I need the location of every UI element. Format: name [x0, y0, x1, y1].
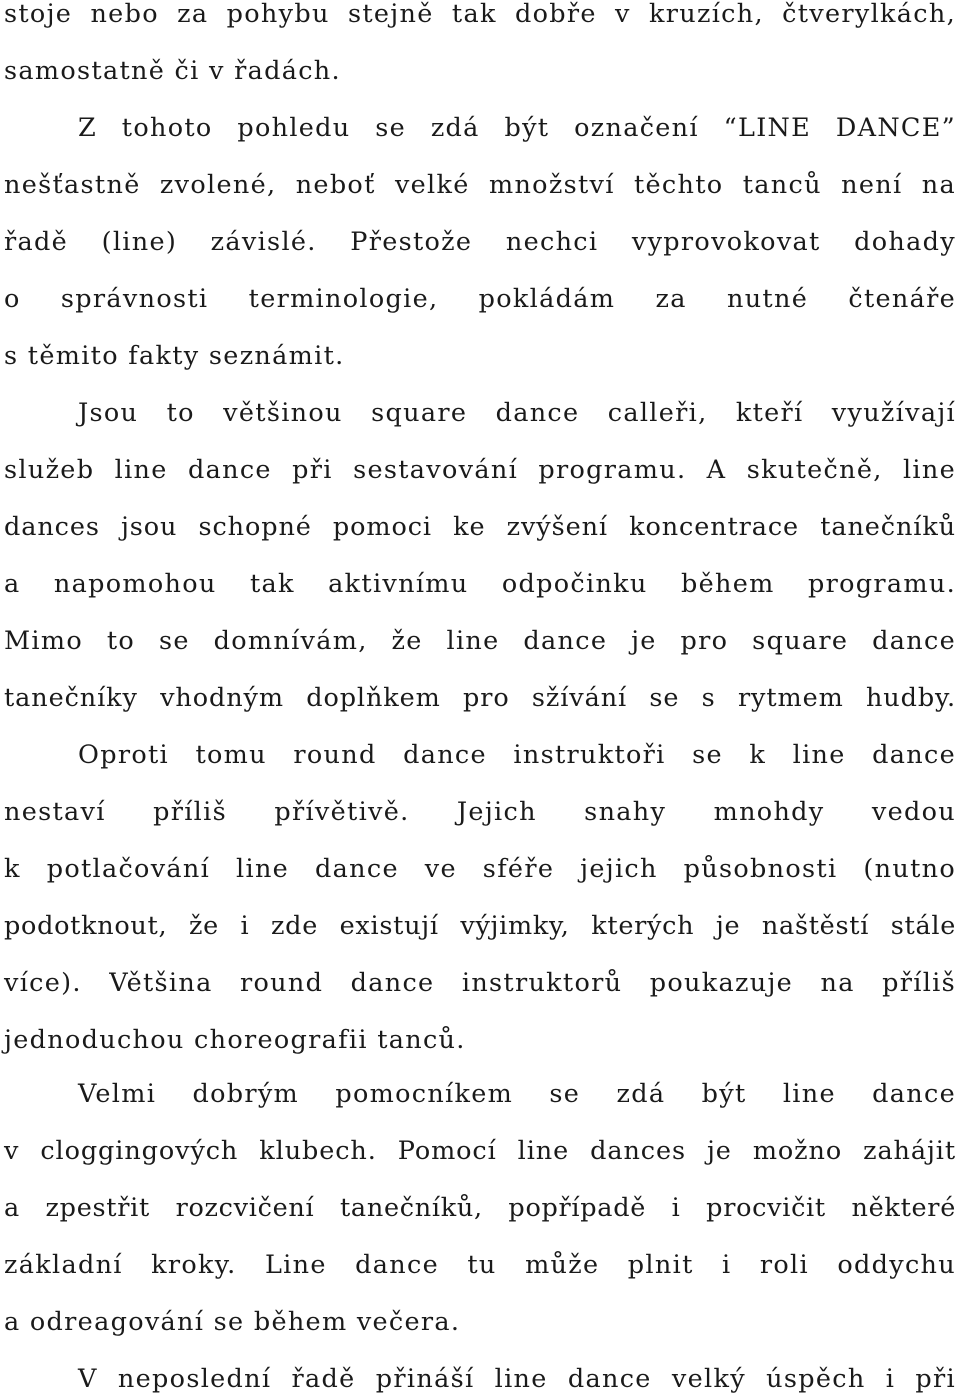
- text-line: základní kroky. Line dance tu může plnit i roli oddychu: [4, 1250, 956, 1280]
- text-line: samostatně či v řadách.: [4, 56, 341, 86]
- text-line: jednoduchou choreografii tanců.: [4, 1025, 466, 1055]
- text-line: Jsou to většinou square dance calleři, kteří využívají: [78, 398, 956, 428]
- text-line: a napomohou tak aktivnímu odpočinku během programu.: [4, 569, 956, 599]
- text-line: o správnosti terminologie, pokládám za nutné čtenáře: [4, 284, 956, 314]
- text-line: Oproti tomu round dance instruktoři se k line dance: [78, 740, 956, 770]
- text-line: k potlačování line dance ve sféře jejich působnosti (nutno: [4, 854, 956, 884]
- text-line: služeb line dance při sestavování programu. A skutečně, line: [4, 455, 956, 485]
- text-line: dances jsou schopné pomoci ke zvýšení koncentrace tanečníků: [4, 512, 956, 542]
- text-line: řadě (line) závislé. Přestože nechci vyprovokovat dohady: [4, 227, 956, 257]
- text-line: stoje nebo za pohybu stejně tak dobře v kruzích, čtverylkách,: [4, 0, 956, 29]
- text-line: tanečníky vhodným doplňkem pro sžívání se s rytmem hudby.: [4, 683, 956, 713]
- text-line: Z tohoto pohledu se zdá být označení “LINE DANCE”: [78, 113, 956, 143]
- text-line: nestaví příliš přívětivě. Jejich snahy mnohdy vedou: [4, 797, 956, 827]
- text-line: a zpestřit rozcvičení tanečníků, popřípadě i procvičit některé: [4, 1193, 956, 1223]
- text-line: Velmi dobrým pomocníkem se zdá být line dance: [78, 1079, 956, 1109]
- text-line: Mimo to se domnívám, že line dance je pro square dance: [4, 626, 956, 656]
- text-line: podotknout, že i zde existují výjimky, kterých je naštěstí stále: [4, 911, 956, 941]
- text-line: V neposlední řadě přináší line dance velký úspěch i při: [78, 1364, 956, 1394]
- text-line: s těmito fakty seznámit.: [4, 341, 345, 371]
- text-line: nešťastně zvolené, neboť velké množství těchto tanců není na: [4, 170, 956, 200]
- text-line: více). Většina round dance instruktorů poukazuje na příliš: [4, 968, 956, 998]
- text-line: a odreagování se během večera.: [4, 1307, 461, 1337]
- text-line: v cloggingových klubech. Pomocí line dances je možno zahájit: [4, 1136, 956, 1166]
